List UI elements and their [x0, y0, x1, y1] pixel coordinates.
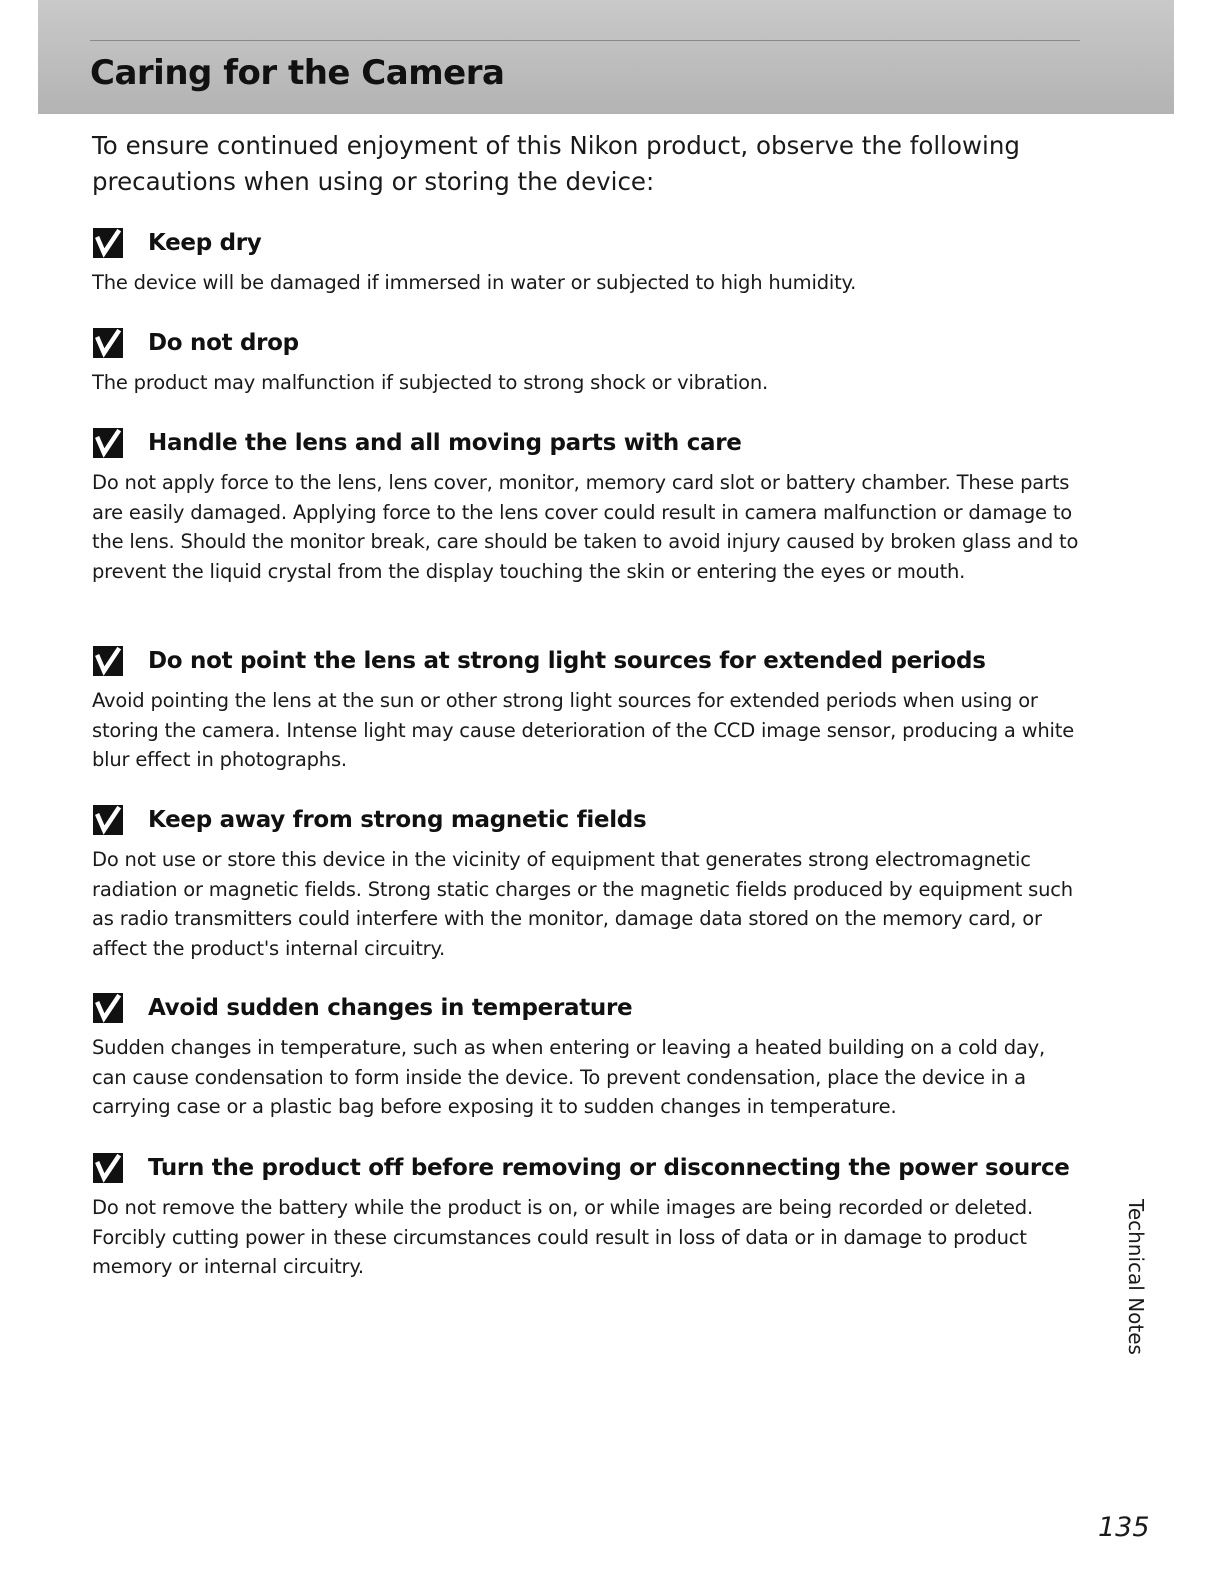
- precaution-heading: [92, 320, 1082, 366]
- precaution-keep-dry: [92, 220, 1082, 298]
- precaution-title: Handle the lens and all moving parts with care: [148, 430, 742, 456]
- header-rule: [90, 40, 1080, 41]
- precaution-magnetic-fields: [92, 797, 1082, 963]
- precaution-title: Turn the product off before removing or disconnecting the power source: [148, 1155, 1070, 1181]
- caution-check-icon: [92, 327, 124, 359]
- precaution-title: Keep away from strong magnetic fields: [148, 807, 647, 833]
- precaution-title: Keep dry: [148, 230, 262, 256]
- precaution-temperature: [92, 985, 1082, 1122]
- precaution-body: Do not use or store this device in the vicinity of equipment that generates strong electromagnetic radiation or magnetic fields. Strong static charges or the magnetic fields produced by equipment such as radio transmitters could interfere with the monitor, damage data stored on the memory card, or affect the product's internal circuitry.: [92, 848, 1073, 960]
- caution-check-icon: [92, 427, 124, 459]
- precaution-title: Do not drop: [148, 330, 299, 356]
- precaution-power-source: [92, 1145, 1082, 1282]
- caution-check-icon: [92, 992, 124, 1024]
- precaution-body: The product may malfunction if subjected to strong shock or vibration.: [92, 371, 768, 394]
- precaution-light-sources: [92, 638, 1082, 775]
- caution-check-icon: [92, 645, 124, 677]
- caution-check-icon: [92, 1152, 124, 1184]
- precaution-heading: [92, 1145, 1082, 1191]
- page-number: 135: [1098, 1512, 1150, 1543]
- precaution-heading: [92, 985, 1082, 1031]
- precaution-body: Do not remove the battery while the product is on, or while images are being recorded or deleted. Forcibly cutting power in these circumstances could result in loss of data or in damage to product memory or internal circuitry.: [92, 1196, 1033, 1278]
- precaution-body: Do not apply force to the lens, lens cover, monitor, memory card slot or battery chamber. These parts are easily damaged. Applying force to the lens cover could result in camera malfunction or damage to the lens. Should the monitor break, care should be taken to avoid injury caused by broken glass and to prevent the liquid crystal from the display touching the skin or entering the eyes or mouth.: [92, 471, 1079, 583]
- precaution-handle-lens: [92, 420, 1082, 586]
- section-tab-text: Technical Notes: [1124, 1198, 1148, 1355]
- caution-check-icon: [92, 227, 124, 259]
- precaution-do-not-drop: [92, 320, 1082, 398]
- page-title: Caring for the Camera: [90, 53, 505, 93]
- precaution-title: Do not point the lens at strong light sources for extended periods: [148, 648, 986, 674]
- precaution-heading: [92, 420, 1082, 466]
- precaution-heading: [92, 220, 1082, 266]
- caution-check-icon: [92, 804, 124, 836]
- precaution-body: Avoid pointing the lens at the sun or other strong light sources for extended periods when using or storing the camera. Intense light may cause deterioration of the CCD image sensor, producing a white blur effect in photographs.: [92, 689, 1075, 771]
- precaution-heading: [92, 638, 1082, 684]
- section-tab-label: [1116, 1194, 1156, 1359]
- intro-paragraph: To ensure continued enjoyment of this Nikon product, observe the following precautions when using or storing the device:: [92, 131, 1020, 196]
- precaution-title: Avoid sudden changes in temperature: [148, 995, 633, 1021]
- precaution-heading: [92, 797, 1082, 843]
- precaution-body: The device will be damaged if immersed in water or subjected to high humidity.: [92, 271, 857, 294]
- precaution-body: Sudden changes in temperature, such as when entering or leaving a heated building on a cold day, can cause condensation to form inside the device. To prevent condensation, place the device in a carrying case or a plastic bag before exposing it to sudden changes in temperature.: [92, 1036, 1045, 1118]
